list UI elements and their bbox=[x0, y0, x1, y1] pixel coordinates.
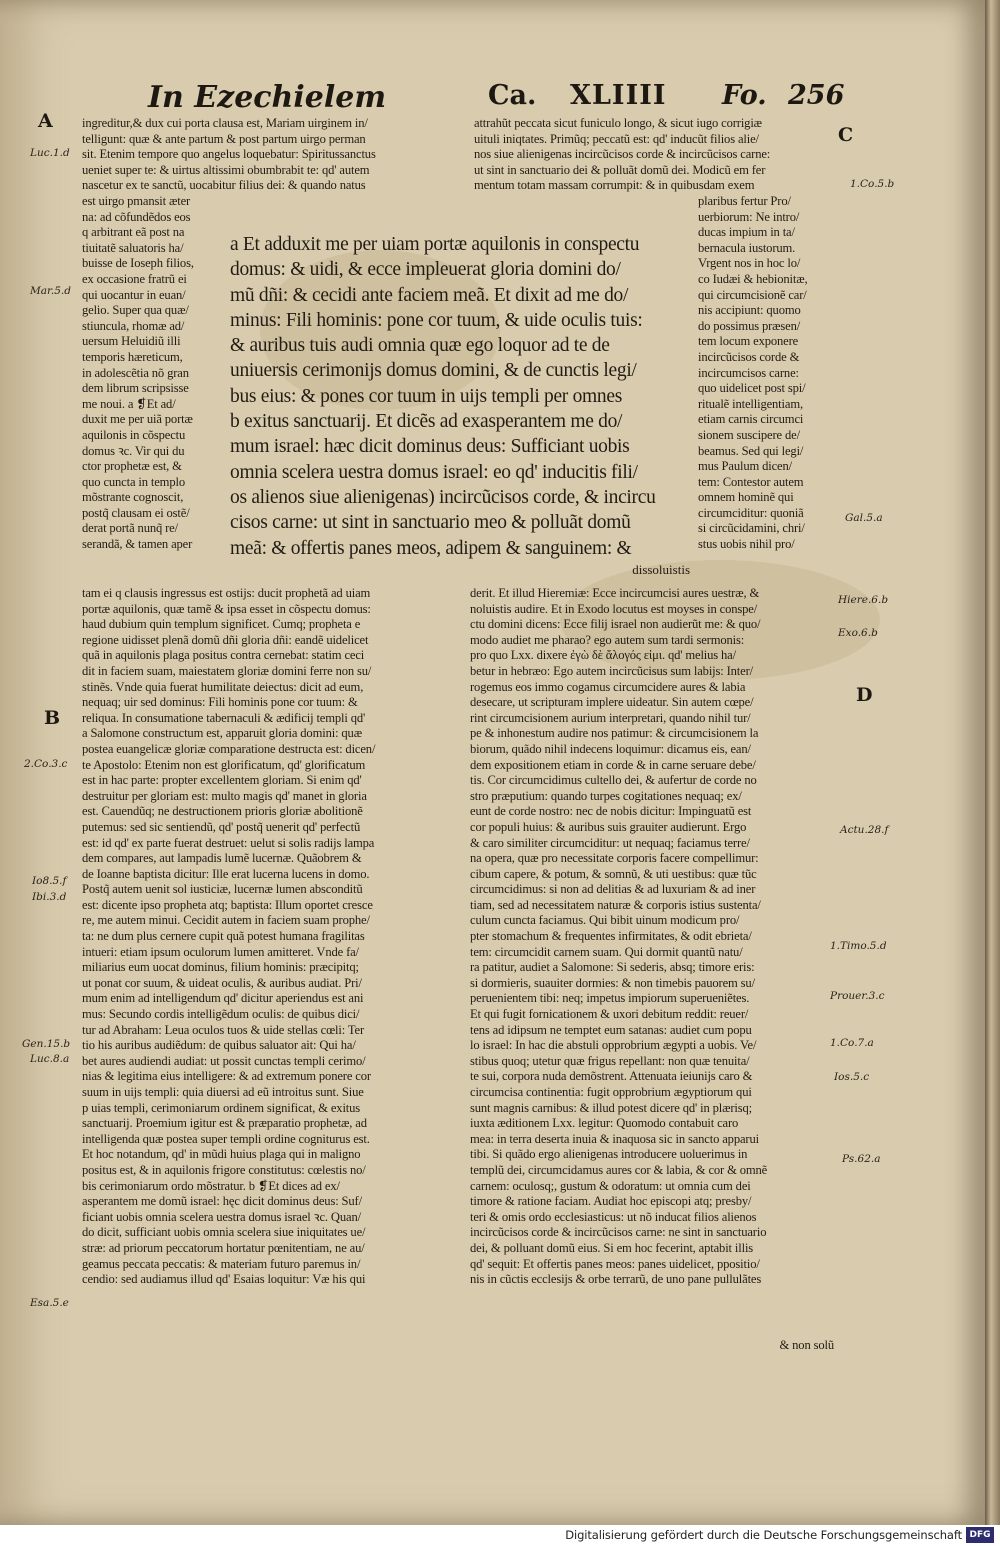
text-line: rint circumcisionem aurium interpretari, quando nihil tur/ bbox=[470, 710, 751, 725]
text-line: est: dicente ipso propheta atq; baptista: Illum oportet cresce bbox=[82, 897, 373, 912]
text-line: cor populi huius: & auribus suis grauiter audierunt. Ergo bbox=[470, 819, 747, 834]
text-line: pter stomachum & frequentes infirmitates, & odit ebrieta/ bbox=[470, 929, 752, 944]
text-line: stiuncula, rhomæ ad/ bbox=[82, 318, 185, 333]
text-line: mõstrante cognoscit, bbox=[82, 490, 184, 505]
margin-ref: Luc.8.a bbox=[30, 1053, 70, 1065]
text-line: nias & legitima eius intelligere: & ad extremum ponere cor bbox=[82, 1069, 371, 1084]
text-line: peruenientem tibi: neq; impetus impiorum superueniẽtes. bbox=[470, 991, 750, 1006]
text-line: aquilonis in cõspectu bbox=[82, 427, 186, 442]
text-line: dit in faciem suam, maiestatem gloriæ domini ferre non su/ bbox=[82, 663, 372, 678]
dfg-logo: DFG bbox=[966, 1527, 994, 1543]
text-line: mus Paulum dicen/ bbox=[698, 459, 792, 474]
text-line: domus: & uidi, & ecce impleuerat gloria domini do/ bbox=[230, 259, 621, 281]
text-line: asperantem me domũ israel: hęc dicit dominus deus: Suf/ bbox=[82, 1194, 362, 1209]
text-line: lo israel: In hac die abstuli opprobrium ægypti a uobis. Ve/ bbox=[470, 1038, 757, 1053]
text-line: mus: Secundo cordis intelligẽdum oculis: de quibus dici/ bbox=[82, 1007, 360, 1022]
text-line: tiuitatẽ saluatoris ha/ bbox=[82, 240, 184, 255]
text-line: uerbiorum: Ne intro/ bbox=[698, 209, 800, 224]
text-line: plaribus fertur Pro/ bbox=[698, 194, 791, 208]
text-block-left-main bbox=[82, 586, 454, 1288]
text-line: qui uocantur in euan/ bbox=[82, 287, 186, 302]
text-line: tiam, sed ad necessitatem naturæ & corporis istius sustenta/ bbox=[470, 897, 761, 912]
margin-ref: 1.Co.5.b bbox=[850, 178, 895, 190]
text-line: Postq̃ autem uenit sol iusticiæ, lucernæ lumen absconditũ bbox=[82, 882, 363, 897]
text-line: co Iudæi & hebionitæ, bbox=[698, 271, 808, 286]
text-line: nis in cũctis ecclesijs & orbe terrarũ, de uno pane pullulãtes bbox=[470, 1272, 762, 1287]
text-line: uersum Heluidiũ illi bbox=[82, 334, 181, 349]
text-line: reliqua. In consumatione tabernaculi & ædificij templi qd' bbox=[82, 710, 366, 725]
text-line: templũ dei, circumcidamus aures cor & labia, & cor & omnẽ bbox=[470, 1162, 768, 1177]
text-block-top-left bbox=[82, 116, 462, 194]
text-line: ritualẽ intelligentiam, bbox=[698, 396, 803, 411]
text-line: bet aures audiendi audiat: ut possit cunctas templi cerimo/ bbox=[82, 1053, 366, 1068]
text-line: cendio: sed audiamus illud qd' Esaias loquitur: Væ his qui bbox=[82, 1272, 366, 1287]
text-line: mentum totam massam corrumpit: & in quibusdam exem bbox=[474, 178, 755, 193]
text-line: na opera, quæ pro necessitate corporis facere compellimur: bbox=[470, 851, 759, 866]
text-line: telligunt: quæ & ante partum & post partum uirgo perman bbox=[82, 131, 366, 146]
text-line: incircumcisos carne: bbox=[698, 365, 799, 380]
text-line: gelio. Super qua quæ/ bbox=[82, 303, 189, 318]
text-line: dissoluistis bbox=[632, 561, 690, 577]
text-line: bus eius: & pones cor tuum in uijs templi per omnes bbox=[230, 385, 622, 407]
text-line: mũ dñi: & cecidi ante faciem meã. Et dixit ad me do/ bbox=[230, 284, 629, 306]
text-line: betur in hebræo: Ego autem incircũcisus sum labijs: Inter/ bbox=[470, 663, 753, 678]
margin-ref: Hiere.6.b bbox=[838, 594, 889, 606]
folio-label: Fo. bbox=[722, 80, 767, 111]
text-line: ducas impium in ta/ bbox=[698, 225, 795, 240]
text-line: est. Cauendũq; ne destructionem prioris gloriæ abolitionẽ bbox=[82, 804, 363, 819]
text-line: uituli iniqtates. Primũq; peccatũ est: qd' inducũt filios alie/ bbox=[474, 131, 759, 146]
margin-letter-a: A bbox=[38, 110, 53, 132]
margin-letter-d: D bbox=[856, 684, 873, 706]
margin-ref: 2.Co.3.c bbox=[24, 758, 68, 770]
text-line: stræ: ad priorum peccatorum hortatur pœnitentiam, ne au/ bbox=[82, 1240, 365, 1255]
margin-ref: Ibi.3.d bbox=[32, 891, 67, 903]
text-line: ta: ne dum plus cernere cupit quã potest humana fragilitas bbox=[82, 929, 365, 944]
text-line: stus uobis nihil pro/ bbox=[698, 537, 795, 552]
text-line: me noui. a ❡Et ad/ bbox=[82, 396, 176, 411]
running-title: In Ezechielem bbox=[148, 80, 387, 115]
text-line: mea: in terra deserta inuia & inaquosa sic in sancto apparui bbox=[470, 1131, 759, 1146]
margin-ref: Esa.5.e bbox=[30, 1297, 69, 1309]
funding-note: Digitalisierung gefördert durch die Deutsche Forschungsgemeinschaft bbox=[565, 1528, 962, 1542]
text-line: eunt de corde nostro: nec de nobis dicitur: Impinguatũ est bbox=[470, 804, 752, 819]
text-line: putemus: sed sic sentiendũ, qd' postq̃ uenerit qd' perfectũ bbox=[82, 819, 361, 834]
catchword-text: & non solũ bbox=[779, 1338, 834, 1352]
text-line: Vrgent nos in hoc lo/ bbox=[698, 256, 801, 271]
text-line: sit. Etenim tempore quo angelus loquebatur: Spiritussanctus bbox=[82, 147, 376, 162]
text-line: ctor prophetæ est, & bbox=[82, 459, 182, 474]
text-line: bernacula iustorum. bbox=[698, 240, 796, 255]
text-line: mum enim ad intelligendum qd' dicitur aperiendus est ani bbox=[82, 991, 364, 1006]
text-line: meã: & offertis panes meos, adipem & sanguinem: & bbox=[230, 537, 632, 559]
scripture-passage bbox=[230, 232, 690, 579]
text-line: incircũcisos corde & bbox=[698, 349, 800, 364]
text-line: tis. Cor circumcidimus cultello dei, & aufertur de corde no bbox=[470, 773, 757, 788]
margin-ref: Mar.5.d bbox=[30, 285, 71, 297]
text-line: portæ aquilonis, quæ tamẽ & ipsa esset in cõspectu domus: bbox=[82, 601, 371, 616]
text-line: incircũcisos corde & incircũcisos carne: ne sint in sanctuario bbox=[470, 1225, 767, 1240]
text-line: culum cuncta faciamus. Qui bibit uinum modicum pro/ bbox=[470, 913, 740, 928]
text-line: beamus. Sed qui legi/ bbox=[698, 443, 804, 458]
margin-letter-c: C bbox=[838, 124, 854, 146]
margin-ref: Luc.1.d bbox=[30, 147, 70, 159]
text-line: ficiant uobis omnia scelera uestra domus israel ꝛc. Quan/ bbox=[82, 1209, 361, 1224]
text-line: haud dubium quin templum significet. Cumq; propheta e bbox=[82, 617, 361, 632]
text-line: tem locum exponere bbox=[698, 334, 799, 349]
text-line: temporis hæreticum, bbox=[82, 349, 183, 364]
text-line: carnem: oculosq;, gustum & odoratum: ut omnia cum dei bbox=[470, 1178, 751, 1193]
text-line: omnia scelera uestra domus israel: eo qd' inducitis fili/ bbox=[230, 461, 638, 483]
text-line: do dicit, sufficiant uobis omnia scelera siue iniquitates ue/ bbox=[82, 1225, 366, 1240]
text-line: suum in uijs templi: quia diuersi ad eũ introitus sunt. Siue bbox=[82, 1085, 364, 1099]
text-line: cibum capere, & potum, & somnũ, & uti uestibus: quæ tũc bbox=[470, 866, 757, 881]
text-line: sunt magnis carnibus: & illud potest dicere qd' in plærisq; bbox=[470, 1100, 752, 1115]
text-line: a Salomone constructum est, apparuit gloria domini: quæ bbox=[82, 726, 362, 741]
text-line: noluistis audire. Et in Exodo locutus est moyses in conspe/ bbox=[470, 601, 758, 616]
text-line: dei, & polluant domũ eius. Si em hoc fecerint, aptabit illis bbox=[470, 1240, 754, 1255]
text-block-top-right bbox=[474, 116, 846, 194]
text-line: sanctuarij. Proemium igitur est & præparatio prophetæ, ad bbox=[82, 1116, 367, 1131]
text-line: geamus peccata peccatis: & materiam futuro paremus in/ bbox=[82, 1256, 361, 1271]
text-line: tens ad idipsum ne temptet eum satanas: audiet cum popu bbox=[470, 1022, 752, 1037]
text-line: etiam carnis circumci bbox=[698, 412, 804, 427]
text-block-narrow-left bbox=[82, 194, 232, 553]
text-line: tio his auribus audiẽdum: de quibus saluator ait: Qui ha/ bbox=[82, 1038, 356, 1053]
text-line: re, me autem minui. Cecidit autem in faciem suam prophe/ bbox=[82, 913, 370, 928]
text-line: circumciditur: quoniã bbox=[698, 505, 804, 520]
margin-ref: Ios.5.c bbox=[834, 1071, 870, 1083]
footer-bar bbox=[0, 1525, 1000, 1546]
text-line: mum israel: hæc dicit dominus deus: Sufficiant uobis bbox=[230, 436, 630, 458]
margin-ref: Prouer.3.c bbox=[830, 990, 885, 1002]
text-line: derit. Et illud Hieremiæ: Ecce incircumcisi aures uestræ, & bbox=[470, 586, 760, 600]
text-line: quo cuncta in templo bbox=[82, 474, 185, 489]
text-line: uniuersis cerimonijs domus domini, & de cunctis legi/ bbox=[230, 360, 637, 382]
text-line: b exitus sanctuarij. Et dicẽs ad exasperantem me do/ bbox=[230, 411, 623, 433]
text-line: pe & inhonestum audire nos patimur: & circumcisionem la bbox=[470, 726, 759, 741]
text-line: & caro similiter circumciditur: ut nequaq; faciamus terre/ bbox=[470, 835, 750, 850]
text-line: quo uidelicet post spi/ bbox=[698, 381, 806, 396]
text-line: tem: Contestor autem bbox=[698, 474, 804, 489]
text-line: est in hac parte: propter excellentem gloriam. Si enim qd' bbox=[82, 773, 362, 788]
text-line: ueniet super te: & uirtus altissimi obumbrabit te: qd' autem bbox=[82, 162, 370, 177]
text-line: si dormieris, suauiter dormies: & non timebis pauorem su/ bbox=[470, 975, 755, 990]
text-line: intueri: etiam ipsum oculorum lumen amitteret. Vnde fa/ bbox=[82, 944, 359, 959]
text-line: Et hoc notandum, qd' in mũdi huius plaga qui in maligno bbox=[82, 1147, 361, 1162]
text-line: rogemus eos immo cogamus circumcidere aures & labia bbox=[470, 679, 746, 694]
text-line: & auribus tuis audi omnia quæ ego loquor ad te de bbox=[230, 335, 610, 357]
text-line: nos siue alienigenas incircũcisos corde & incircũcisos carne: bbox=[474, 147, 771, 162]
margin-ref: 1.Timo.5.d bbox=[830, 940, 887, 952]
text-line: miliarius eum uocat dominus, filium hominis: præcipitq; bbox=[82, 960, 359, 975]
margin-ref: Exo.6.b bbox=[838, 627, 878, 639]
text-line: tem: circumcidit carnem suam. Qui dormit quantũ natu/ bbox=[470, 944, 743, 959]
text-line: sionem suscipere de/ bbox=[698, 427, 800, 442]
text-line: iuxta æditionem Lxx. legitur: Quomodo contabuit caro bbox=[470, 1116, 739, 1131]
margin-ref: 1.Co.7.a bbox=[830, 1037, 874, 1049]
text-line: derat portã nunq̃ re/ bbox=[82, 521, 178, 536]
text-line: a Et adduxit me per uiam portæ aquilonis in conspectu bbox=[230, 234, 640, 255]
text-line: nequaq; uir sed dominus: Fili hominis pone cor tuum: & bbox=[82, 695, 358, 710]
text-line: cisos carne: ut sint in sanctuario meo & polluãt domũ bbox=[230, 512, 631, 534]
text-line: dem librum scripsisse bbox=[82, 381, 189, 396]
text-line: de Ioanne baptista dicitur: Ille erat lucerna lucens in domo. bbox=[82, 866, 370, 881]
text-line: p uias templi, cerimoniarum ordinem significat, & exitus bbox=[82, 1100, 361, 1115]
text-line: duxit me per uiã portæ bbox=[82, 412, 193, 427]
catchword bbox=[700, 1338, 834, 1354]
page-edge bbox=[985, 0, 1000, 1525]
text-line: minus: Fili hominis: pone cor tuum, & uide oculis tuis: bbox=[230, 309, 643, 331]
text-line: bis cerimoniarum ordo mõstratur. b ❡Et dices ad ex/ bbox=[82, 1178, 340, 1193]
text-line: ut ponat cor suum, & uideat oculis, & auribus audiat. Pri/ bbox=[82, 975, 362, 990]
margin-ref: Gal.5.a bbox=[845, 512, 883, 524]
text-line: positus est, & in aquilonis frigore constitutus: cœlestis no/ bbox=[82, 1162, 366, 1177]
text-line: dem expositionem etiam in corde & in carne seruare debe/ bbox=[470, 757, 756, 772]
text-line: te Apostolo: Etenim non est glorificatum, qd' glorificatum bbox=[82, 757, 366, 772]
text-line: ingreditur,& dux cui porta clausa est, Mariam uirginem in/ bbox=[82, 116, 368, 130]
text-line: stibus quoq; utetur quæ frigus repellant: non quæ tenuita/ bbox=[470, 1053, 750, 1068]
text-line: desecare, ut scripturam implere uideatur. Sin autem cœpe/ bbox=[470, 695, 754, 710]
text-line: ut sint in sanctuario dei & polluãt domũ dei. Modicũ em fer bbox=[474, 162, 766, 177]
text-line: modo audiet me pharao? ego autem sum tardi sermonis: bbox=[470, 632, 745, 647]
text-line: os alienos siue alienigenas) incircũcisos corde, & incircu bbox=[230, 486, 656, 508]
margin-ref: Ps.62.a bbox=[842, 1153, 881, 1165]
text-line: pro quo Lxx. dixere ἐγὼ δὲ ἄλογός εἰμι. qd' melius ha/ bbox=[470, 648, 736, 663]
text-line: intelligenda quæ postea super templi ordine cogniturus est. bbox=[82, 1131, 370, 1146]
text-line: quã in aquilonis plaga positus contra cernebat: statim ceci bbox=[82, 648, 365, 663]
text-line: te sui, corpora nuda demõstrent. Attenuata ieiunijs caro & bbox=[470, 1069, 753, 1084]
text-line: stinẽs. Vnde quia fuerat humilitate deiectus: dicit ad eum, bbox=[82, 679, 364, 694]
text-line: qui circumcisionẽ car/ bbox=[698, 287, 807, 302]
text-line: in adolescẽtia nõ gran bbox=[82, 365, 189, 380]
margin-ref: Actu.28.f bbox=[840, 824, 889, 836]
text-line: na: ad cõfundẽdos eos bbox=[82, 209, 191, 224]
chapter-number: XLIIII bbox=[570, 80, 667, 111]
margin-letter-b: B bbox=[44, 707, 61, 729]
text-line: biorum, quãdo nihil indecens loquimur: dicamus eis, ean/ bbox=[470, 741, 751, 756]
text-line: attrahũt peccata sicut funiculo longo, & sicut iugo corrigiæ bbox=[474, 116, 762, 130]
text-line: teri & omis ordo ecclesiasticus: ut nõ inducat filios alienos bbox=[470, 1209, 757, 1224]
text-line: q arbitrant eã post na bbox=[82, 225, 185, 240]
text-block-right-main bbox=[470, 586, 834, 1288]
text-line: circumcidimus: si non ad delitias & ad luxuriam & ad iner bbox=[470, 882, 756, 897]
text-line: ra patitur, audiet a Salomone: Si sederis, absq; timore eris: bbox=[470, 960, 755, 975]
text-line: est uirgo pmansit æter bbox=[82, 194, 191, 208]
text-line: regione uidisset plenã domũ dñi gloria dñi: eandẽ uidelicet bbox=[82, 632, 369, 647]
chapter-label: Ca. bbox=[488, 80, 537, 111]
text-line: tam ei q clausis ingressus est ostijs: ducit prophetã ad uiam bbox=[82, 586, 371, 600]
text-line: serandã, & tamen aper bbox=[82, 537, 193, 552]
text-line: circumcisa continentia: fugit opprobrium ægyptiorum qui bbox=[470, 1085, 752, 1099]
text-line: tibi. Si quãdo ergo alienigenas introducere uoluerimus in bbox=[470, 1147, 748, 1162]
folio-number: 256 bbox=[788, 80, 845, 111]
text-line: est: id qd' ex parte fuerat destruet: uelut si solis radijs lampa bbox=[82, 835, 375, 850]
text-line: postea euangelicæ gloriæ comparatione destructa est: dicen/ bbox=[82, 741, 376, 756]
text-line: do possimus præsen/ bbox=[698, 318, 801, 333]
margin-ref: Gen.15.b bbox=[22, 1038, 71, 1050]
text-line: nis accipiunt: quomo bbox=[698, 303, 801, 318]
text-line: domus ꝛc. Vir qui du bbox=[82, 443, 185, 458]
text-line: destruitur per gloriam est: multo magis qd' manet in gloria bbox=[82, 788, 367, 803]
text-line: buisse de Ioseph filios, bbox=[82, 256, 194, 271]
text-line: qd' sequit: Et offertis panes meos: panes uidelicet, ppositio/ bbox=[470, 1256, 760, 1271]
text-line: ex occasione fratrũ ei bbox=[82, 271, 187, 286]
text-line: si circũcidamini, chri/ bbox=[698, 521, 805, 536]
text-line: Et qui fugit fornicationem & uxori debitum reddit: reuer/ bbox=[470, 1007, 749, 1022]
text-line: timore & ratione faciam. Audiat hoc episcopi atq; presby/ bbox=[470, 1194, 752, 1209]
text-line: postq̃ clausam ei ostẽ/ bbox=[82, 505, 190, 520]
text-line: stro præputium: quando turpes cogitationes nequaq; ex/ bbox=[470, 788, 742, 803]
text-line: ctu domini dicens: Ecce filij israel non audierũt me: & quo/ bbox=[470, 617, 761, 632]
text-line: dem compares, aut lampadis lumẽ lucernæ. Quãobrem & bbox=[82, 851, 362, 866]
text-line: tur ad Abraham: Leua oculos tuos & uide stellas cœli: Ter bbox=[82, 1022, 365, 1037]
text-block-narrow-right bbox=[698, 194, 848, 553]
margin-ref: Io8.5.f bbox=[32, 875, 67, 887]
text-line: nascetur ex te sanctũ, uocabitur filius dei: & quando natus bbox=[82, 178, 366, 193]
text-line: omnem hominẽ qui bbox=[698, 490, 794, 505]
